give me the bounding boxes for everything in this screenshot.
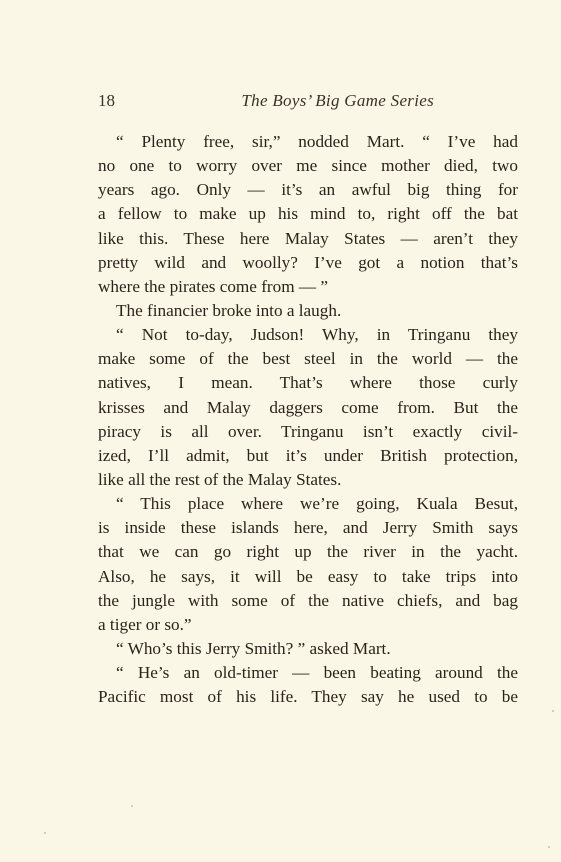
text-line: like all the rest of the Malay States. <box>98 469 342 489</box>
text-line: make some of the best steel in the world — the <box>98 349 518 369</box>
text-line: natives, I mean. That’s where those curly <box>98 373 518 393</box>
paper-speck <box>44 832 46 834</box>
series-title: The Boys’ Big Game Series <box>241 91 434 110</box>
text-line: a tiger or so.” <box>98 614 192 634</box>
paper-speck <box>131 805 133 807</box>
text-line: that we can go right up the river in the yacht. <box>98 542 518 562</box>
text-line: “ This place where we’re going, Kuala Besut, <box>116 494 518 514</box>
text-line: where the pirates come from — ” <box>98 276 329 296</box>
text-line: The financier broke into a laugh. <box>116 300 342 320</box>
text-line: is inside these islands here, and Jerry Smith says <box>98 518 518 538</box>
text-line: “ Plenty free, sir,” nodded Mart. “ I’ve had <box>116 132 518 151</box>
text-line: Also, he says, it will be easy to take trips into <box>98 566 518 586</box>
text-line: “ Not to-day, Judson! Why, in Tringanu they <box>116 325 518 345</box>
running-head <box>98 91 434 113</box>
page-number: 18 <box>98 91 115 110</box>
text-line: krisses and Malay daggers come from. But the <box>98 397 518 417</box>
text-line: “ He’s an old-timer — been beating around the <box>116 663 518 683</box>
text-line: ized, I’ll admit, but it’s under British protection, <box>98 445 518 465</box>
text-line: pretty wild and woolly? I’ve got a notion that’s <box>98 252 518 272</box>
text-line: like this. These here Malay States — aren’t they <box>98 228 518 248</box>
text-line: a fellow to make up his mind to, right off the bat <box>98 204 518 224</box>
paper-speck <box>548 846 550 848</box>
text-line: piracy is all over. Tringanu isn’t exactly civil- <box>98 421 518 441</box>
text-line: no one to worry over me since mother died, two <box>98 156 518 176</box>
paper-speck <box>552 710 554 712</box>
text-line: the jungle with some of the native chiefs, and bag <box>98 590 518 610</box>
text-line: “ Who’s this Jerry Smith? ” asked Mart. <box>116 638 391 658</box>
text-line: Pacific most of his life. They say he used to be <box>98 687 518 707</box>
body-text <box>98 130 518 709</box>
text-line: years ago. Only — it’s an awful big thing for <box>98 180 518 200</box>
